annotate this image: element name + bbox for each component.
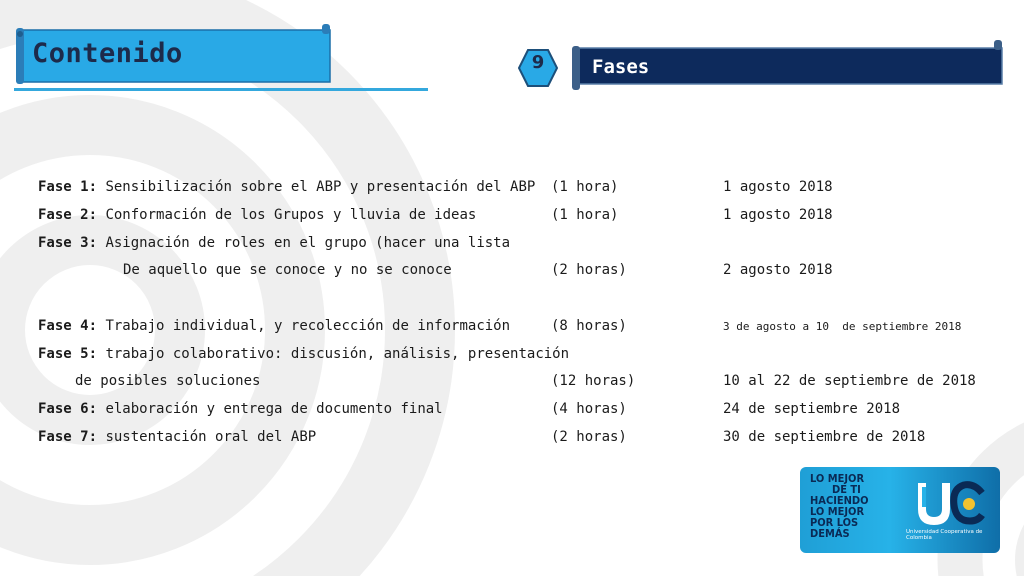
phase-duration: (12 horas) <box>551 373 636 389</box>
phase-label: Fase 5: <box>38 346 98 362</box>
slogan-line: LO MEJOR <box>810 472 865 485</box>
phase-continuation: De aquello que se conoce y no se conoce <box>123 262 452 278</box>
phase-duration: (8 horas) <box>551 318 627 334</box>
slogan-line: HACIENDO <box>810 494 869 507</box>
phase-text: sustentación oral del ABP <box>105 429 317 445</box>
slide-number: 9 <box>531 52 545 73</box>
phase-date: 10 al 22 de septiembre de 2018 <box>723 373 976 389</box>
phase-label: Fase 2: <box>38 207 98 223</box>
phase-text: Conformación de los Grupos y lluvia de ideas <box>105 207 477 223</box>
phase-date: 24 de septiembre 2018 <box>723 401 901 417</box>
phase-row <box>38 345 569 363</box>
phase-duration: (1 hora) <box>551 207 619 223</box>
slogan-line: LO MEJOR <box>810 505 865 518</box>
phase-label: Fase 4: <box>38 318 98 334</box>
phase-duration: (2 horas) <box>551 262 627 278</box>
phase-label: Fase 1: <box>38 179 98 195</box>
phase-date: 2 agosto 2018 <box>723 262 833 278</box>
phase-text: Sensibilización sobre el ABP y presentación del ABP <box>105 179 536 195</box>
phase-text: Asignación de roles en el grupo (hacer una lista <box>105 235 511 251</box>
phase-row <box>38 400 443 418</box>
phase-row <box>38 428 316 446</box>
logo-slogan <box>810 473 898 539</box>
university-logo <box>800 467 1000 553</box>
phase-date: 1 agosto 2018 <box>723 179 833 195</box>
phase-date: 3 de agosto a 10 de septiembre 2018 <box>723 320 962 333</box>
phase-row <box>38 206 476 224</box>
phase-duration: (2 horas) <box>551 429 627 445</box>
phase-text: trabajo colaborativo: discusión, análisis, presentación <box>105 346 570 362</box>
ucc-logo-icon <box>908 475 992 535</box>
phase-label: Fase 3: <box>38 235 98 251</box>
phase-date: 1 agosto 2018 <box>723 207 833 223</box>
phase-row <box>38 178 535 196</box>
phase-date: 30 de septiembre de 2018 <box>723 429 926 445</box>
slogan-line: DE TI <box>832 483 861 496</box>
phase-label: Fase 7: <box>38 429 98 445</box>
phase-text: elaboración y entrega de documento final <box>105 401 443 417</box>
logo-caption: Universidad Cooperativa de Colombia <box>906 529 983 541</box>
slogan-line: POR LOS <box>810 516 859 529</box>
phase-duration: (4 horas) <box>551 401 627 417</box>
phase-continuation: de posibles soluciones <box>75 373 261 389</box>
phase-row <box>38 317 510 335</box>
slogan-line: DEMÁS <box>810 527 850 540</box>
page-title: Contenido <box>32 38 183 69</box>
phase-duration: (1 hora) <box>551 179 619 195</box>
phase-label: Fase 6: <box>38 401 98 417</box>
section-title: Fases <box>592 56 650 78</box>
phase-row <box>38 234 510 252</box>
phase-text: Trabajo individual, y recolección de información <box>105 318 511 334</box>
title-underline <box>14 88 428 91</box>
